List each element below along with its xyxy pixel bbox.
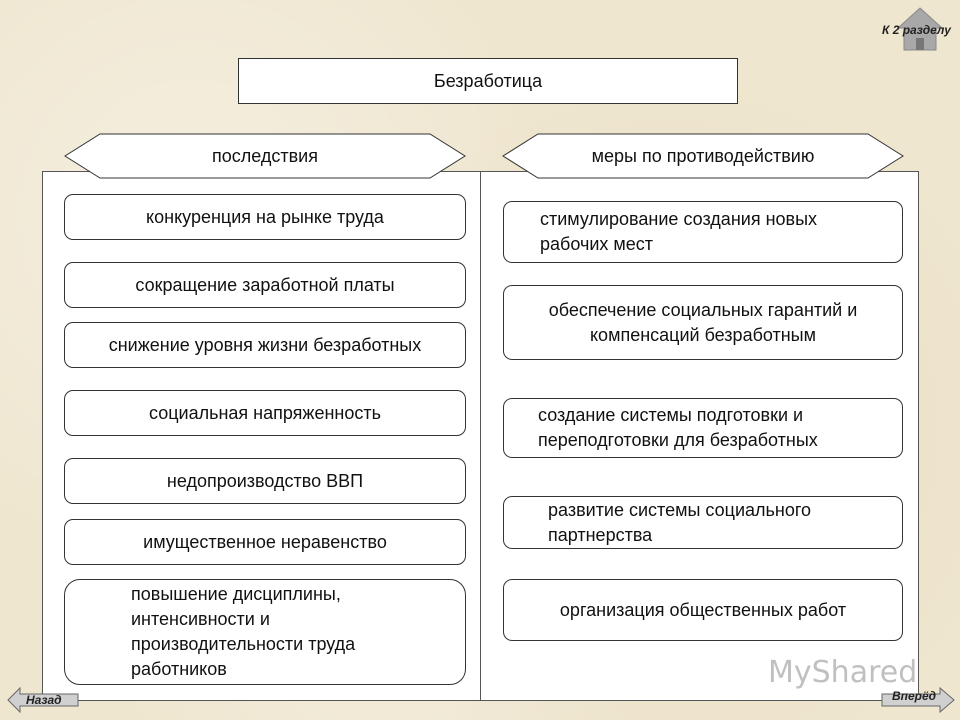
consequence-item: недопроизводство ВВП bbox=[64, 458, 466, 504]
consequence-item: конкуренция на рынке труда bbox=[64, 194, 466, 240]
measure-item bbox=[503, 496, 903, 549]
back-button[interactable] bbox=[6, 686, 80, 714]
section-button-label: К 2 разделу bbox=[882, 23, 951, 37]
measures-header bbox=[502, 133, 904, 179]
measures-header-label: меры по противодействию bbox=[591, 145, 815, 166]
measure-item-label: стимулирование создания новых рабочих мест bbox=[540, 209, 818, 254]
consequences-header bbox=[64, 133, 466, 179]
measure-item bbox=[503, 398, 903, 458]
measure-item: организация общественных работ bbox=[503, 579, 903, 641]
consequence-item: социальная напряженность bbox=[64, 390, 466, 436]
consequence-item bbox=[64, 579, 466, 685]
forward-button-label: Вперёд bbox=[892, 689, 937, 703]
measure-item-label: развитие системы социального партнерства bbox=[548, 499, 812, 545]
measure-item bbox=[503, 285, 903, 360]
consequence-item: имущественное неравенство bbox=[64, 519, 466, 565]
consequence-item: сокращение заработной платы bbox=[64, 262, 466, 308]
measure-item-label: обеспечение социальных гарантий и компенсаций безработным bbox=[548, 299, 858, 345]
forward-button[interactable] bbox=[880, 686, 956, 714]
consequence-item: снижение уровня жизни безработных bbox=[64, 322, 466, 368]
watermark: MyShared bbox=[768, 655, 918, 690]
column-divider bbox=[480, 171, 481, 701]
back-button-label: Назад bbox=[26, 693, 62, 707]
measure-item bbox=[503, 201, 903, 263]
measure-item-label: создание системы подготовки и переподготовки для безработных bbox=[538, 405, 818, 450]
consequence-item-label: повышение дисциплины, интенсивности и производительности труда работников bbox=[131, 584, 356, 679]
consequences-header-label: последствия bbox=[212, 145, 318, 166]
diagram-title: Безработица bbox=[238, 58, 738, 104]
section-button[interactable] bbox=[880, 6, 960, 52]
